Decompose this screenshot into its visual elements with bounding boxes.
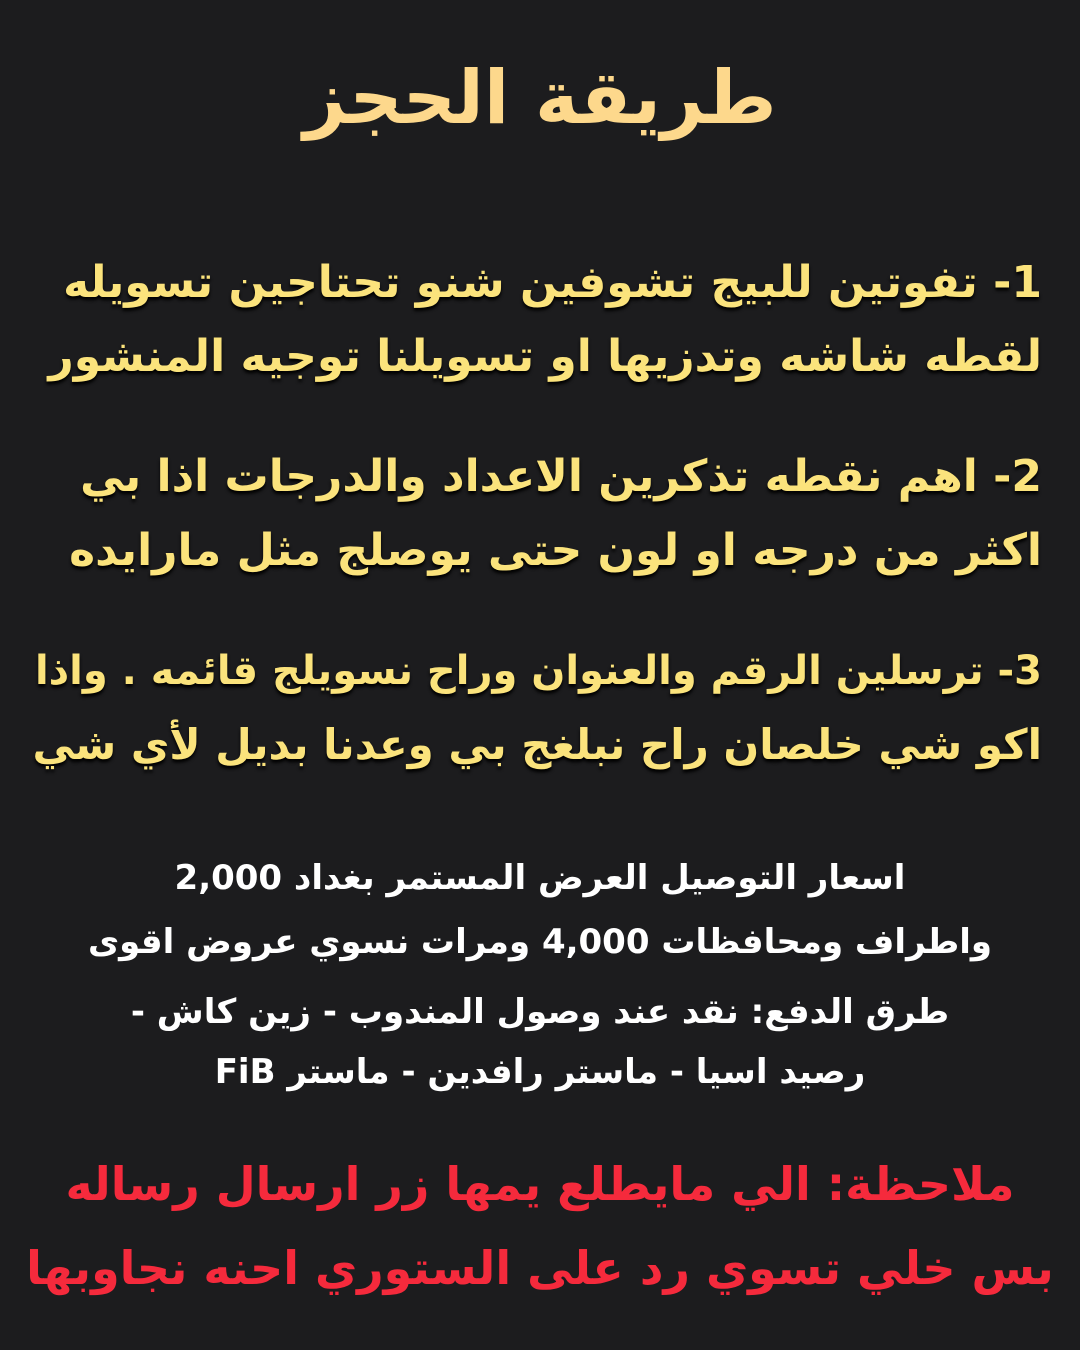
step-1-line-1: 1- تفوتين للبيج تشوفين شنو تحتاجين تسويله xyxy=(63,257,1042,308)
step-3-line-2: اكو شي خلصان راح نبلغج بي وعدنا بديل لأي شي xyxy=(32,720,1042,769)
step-2-line-2: اكثر من درجه او لون حتى يوصلج مثل مارايده xyxy=(69,525,1042,576)
payment-methods xyxy=(40,982,1040,1102)
note-line-1: ملاحظة: الي مايطلع يمها زر ارسال رساله xyxy=(65,1157,1015,1211)
step-1-line-2: لقطه شاشه وتدزيها او تسويلنا توجيه المنشور xyxy=(48,331,1042,382)
step-3-line-1: 3- ترسلين الرقم والعنوان وراح نسويلج قائمه . واذا xyxy=(34,648,1042,694)
step-2 xyxy=(22,440,1042,588)
step-1 xyxy=(22,246,1042,394)
page-title: طريقة الحجز xyxy=(303,55,777,141)
delivery-prices-line-2: واطراف ومحافظات 4,000 ومرات نسوي عروض اقوى xyxy=(87,922,993,962)
delivery-prices-line-1: اسعار التوصيل العرض المستمر بغداد 2,000 xyxy=(174,858,906,898)
payment-methods-line-1: طرق الدفع: نقد عند وصول المندوب - زين كاش - xyxy=(130,992,950,1032)
note-line-2: بس خلي تسوي رد على الستوري احنه نجاوبها xyxy=(26,1241,1054,1295)
delivery-prices xyxy=(40,846,1040,974)
note xyxy=(20,1142,1060,1310)
step-3 xyxy=(22,634,1042,782)
step-2-line-1: 2- اهم نقطه تذكرين الاعداد والدرجات اذا بي xyxy=(80,451,1042,502)
payment-methods-line-2: رصيد اسيا - ماستر رافدين - ماستر FiB xyxy=(214,1052,866,1092)
